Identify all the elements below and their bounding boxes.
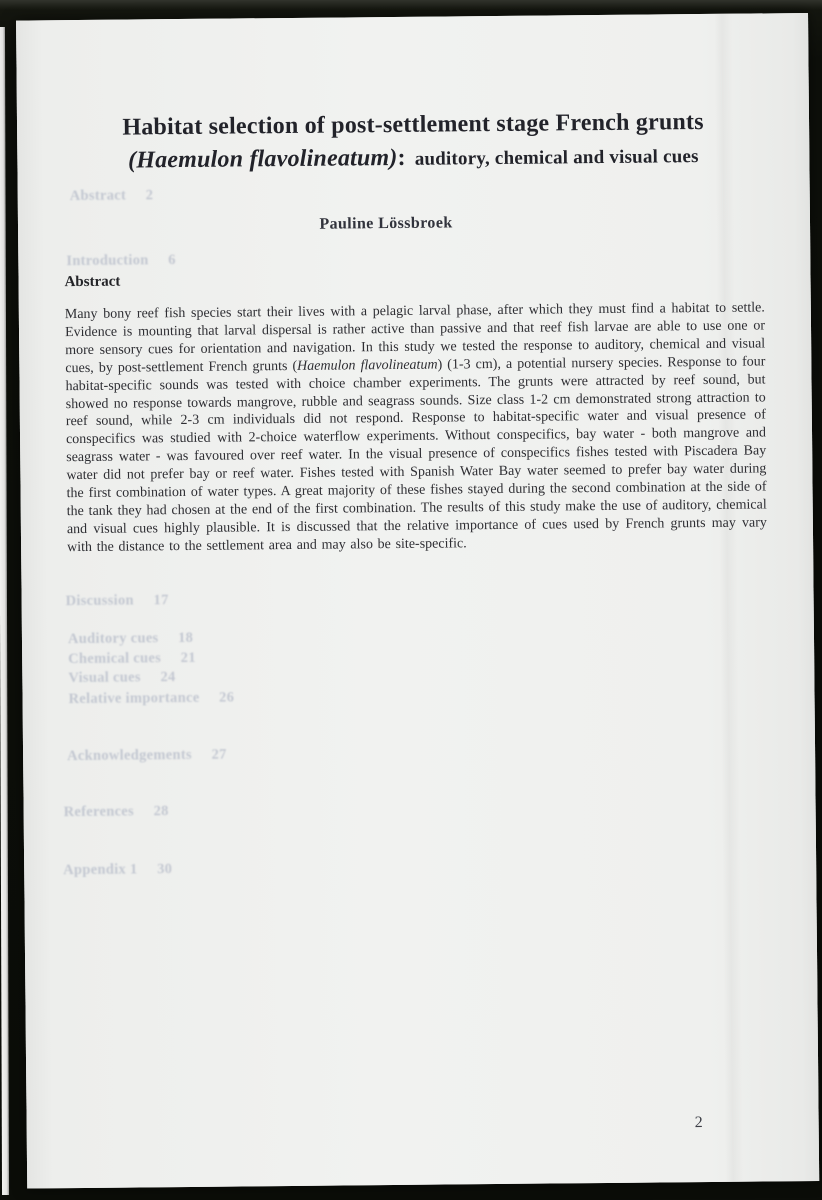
title-colon: :: [397, 144, 406, 171]
paper-title: [47, 105, 780, 179]
ghost-toc-introduction: Introduction 6: [66, 252, 176, 270]
author-name: Pauline Lössbroek: [319, 214, 453, 233]
abstract-paragraph: [65, 299, 767, 556]
title-line1: Habitat selection of post-settlement stage French grunts: [122, 109, 704, 141]
ghost-toc-visual-cues: Visual cues 24: [68, 669, 176, 687]
ghost-toc-appendix: Appendix 1 30: [63, 861, 173, 879]
abstract-species-italic: Haemulon flavolineatum: [297, 357, 438, 374]
ghost-toc-chemical-cues: Chemical cues 21: [68, 649, 196, 668]
abstract-heading: Abstract: [64, 273, 121, 291]
ghost-toc-discussion: Discussion 17: [65, 592, 169, 610]
page-number: 2: [694, 1114, 703, 1132]
document-page: [16, 13, 819, 1189]
adjacent-page-edge: [0, 27, 9, 1195]
abstract-text-part1: Many bony reef fish species start their lives with a pelagic larval phase, after which they must find a habitat to settle. Evidence is mounting that larval dispersal is rather active than passive and that reef fish larvae are able to use one or more sensory cues for orientation and navigation. In this study we tested the response to auditory, chemical and visual cues, by post-settlement French grunts (: [64, 300, 766, 376]
ghost-toc-auditory-cues: Auditory cues 18: [67, 629, 194, 648]
ghost-toc-abstract: Abstract 2: [69, 187, 154, 205]
ghost-toc-relative-importance: Relative importance 26: [68, 689, 235, 708]
title-subtitle: auditory, chemical and visual cues: [414, 146, 699, 170]
ghost-toc-acknowledgements: Acknowledgements 27: [67, 746, 227, 765]
ghost-toc-references: References 28: [63, 803, 169, 821]
abstract-text-part2: ) (1-3 cm), a potential nursery species. Response to four habitat-specific sounds was tested with choice chamber experiments. The grunts were attracted by reef sound, but showed no response towards mangrove, rubble and seagrass sounds. Size class 1-2 cm demonstrated strong attraction to reef sound, while 2-3 cm individuals did not respond. Response to habitat-specific water and visual presence of conspecifics was studied with 2-choice waterflow experiments. Without conspecifics, bay water - both mangrove and seagrass water - was favoured over reef water. In the visual presence of conspecifics fishes tested with Piscadera Bay water did not prefer bay or reef water. Fishes tested with Spanish Water Bay water seemed to prefer bay water during the first combination of water types. A great majority of these fishes stayed during the second combination at the side of the tank they had chosen at the end of the first combination. The results of this study make the use of auditory, chemical and visual cues highly plausible. It is discussed that the relative importance of cues used by French grunts may vary with the distance to the settlement area and may also be site-specific.: [65, 354, 767, 555]
title-species-name: (Haemulon flavolineatum): [127, 144, 398, 174]
